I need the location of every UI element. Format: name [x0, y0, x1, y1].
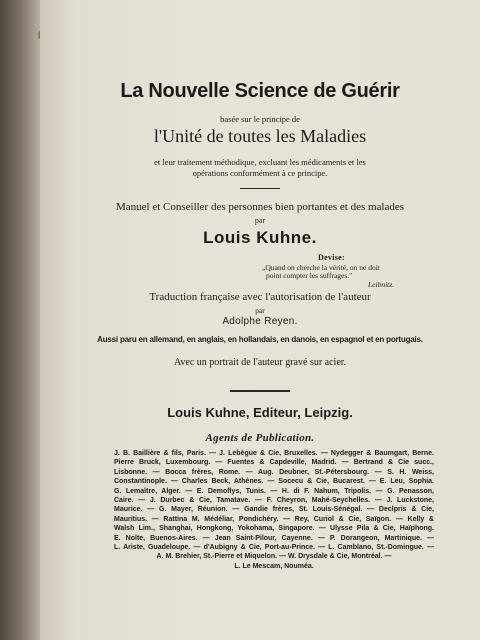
portrait-line: Avec un portrait de l'auteur gravé sur acier. — [173, 357, 347, 368]
editions-line: Aussi paru en allemand, en anglais, en hollandais, en danois, en espagnol et en portugais. — [97, 335, 423, 344]
motto-label: Devise: — [318, 253, 345, 262]
agent-line: Mauritius. — Rattina M. Médéliar, Pondichéry. — Rey, Curiol & Cie, Saïgon. — Kelly & — [114, 515, 434, 523]
agent-line: L. Le Mescam, Nouméa. — [234, 562, 314, 570]
divider-rule-bottom — [230, 390, 290, 392]
motto-source: Leibnitz. — [368, 280, 395, 289]
description-line-2: opérations conformément à ce principe. — [192, 168, 328, 178]
agent-line: Maurice. — G. Mayer, Réunion. — Gandie frères, St. Louis-Sénégal. — Declpris & Cie, — [114, 506, 434, 514]
divider-rule-top — [240, 188, 280, 189]
agent-line: Pierre Bruck, Luxembourg. — Fuentes & Capdeville, Madrid. — Bertrand & Cie succ., — [114, 459, 434, 467]
agent-line: J. B. Baillière & fils, Paris. — J. Lebègue & Cie, Bruxelles. — Nydegger & Baumgart, Berne. — [114, 450, 434, 457]
agent-line: Lisbonne. — Bocca frères, Rome. — Aug. Deubner, St.-Pétersbourg. — S. H. Weiss, — [114, 468, 434, 476]
par-line-1: par — [254, 216, 266, 225]
subtitle-main: l'Unité de toutes les Maladies — [153, 126, 367, 146]
translation-line: Traduction française avec l'autorisation de l'auteur — [149, 291, 371, 303]
subtitle-intro: basée sur le principe de — [220, 114, 300, 124]
motto-line-1: „Quand on cherche la vérité, on ne doit — [262, 263, 380, 272]
title-page — [40, 0, 480, 640]
agent-line: E. Nolte, Buenos-Aires. — Jean Saint-Pilour, Cayenne. — P. Dorangeon, Martinique. — — [114, 534, 434, 542]
description-line-1: et leur traitement méthodique, excluant les médicaments et les — [154, 157, 366, 167]
agents-title: Agents de Publication. — [205, 432, 315, 444]
translator-name: Adolphe Reyen. — [222, 316, 298, 327]
agents-list — [114, 449, 434, 571]
book-title: La Nouvelle Science de Guérir — [120, 80, 400, 102]
manual-line: Manuel et Conseiller des personnes bien portantes et des malades — [115, 201, 405, 213]
motto-line-2: point compter les suffrages." — [266, 271, 353, 280]
author-name: Louis Kuhne. — [203, 228, 317, 247]
agent-line: Caire. — J. Durbec & Cie, Tamatave. — F. Cheyron, Mahé-Seychelles. — J. Luckstone, — [114, 497, 434, 505]
agent-line: L. Ariste, Guadeloupe. — d'Aubigny & Cie, Port-au-Prince. — L. Camblano, St.-Domingue. — — [114, 544, 434, 552]
publisher-line: Louis Kuhne, Editeur, Leipzig. — [167, 405, 353, 420]
agent-line: Constantinople. — Charles Beck, Athènes. — Socecu & Cie, Bucarest. — E. Leu, Sophia. — [114, 478, 434, 486]
agent-line: Walsh Lim., Shanghai, Hongkong, Yokohama, Singapore. — Ulysse Pila & Cie, Haïphong. — [114, 525, 434, 533]
agent-line: G. Lemaître, Alger. — E. Demoflys, Tunis. — H. di F. Nahum, Tripolis. — G. Penasson, — [114, 487, 434, 495]
agent-line: A. M. Brehier, St.-Pierre et Miquelon. — W. Drysdale & Cie, Montréal. — — [156, 553, 392, 561]
par-line-2: par — [255, 306, 265, 315]
